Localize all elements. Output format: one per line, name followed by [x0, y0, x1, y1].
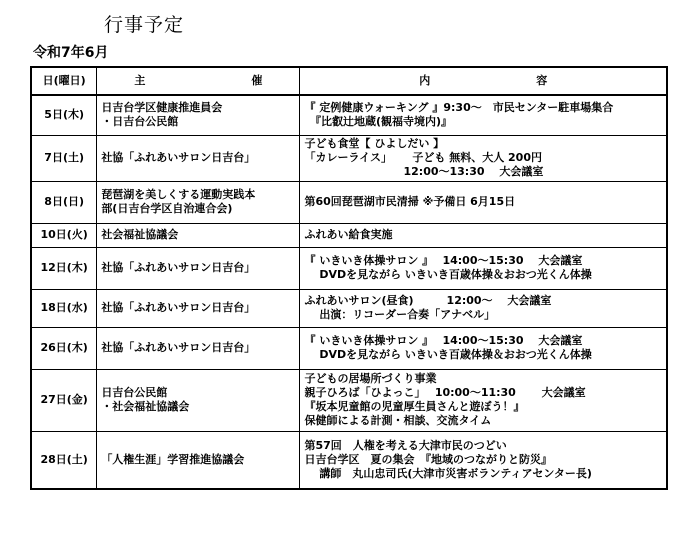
organizer-line: 社協「ふれあいサロン日吉台」 — [101, 151, 256, 164]
month-heading: 令和7年6月 — [33, 45, 109, 61]
organizer-cell — [97, 181, 300, 223]
date-cell: 10日(火) — [31, 223, 97, 247]
content-cell — [300, 289, 667, 327]
date-cell: 28日(土) — [31, 431, 97, 489]
content-cell — [300, 95, 667, 135]
date-cell: 12日(木) — [31, 247, 97, 289]
content-line: 『 いきいき体操サロン 』 14:00～15:30 大会議室 — [304, 334, 583, 347]
content-line: 『 定例健康ウォーキング 』9:30～ 市民センター駐車場集合 — [304, 101, 614, 115]
organizer-cell — [97, 95, 300, 135]
column-header-organizer: 主 催 — [97, 67, 300, 95]
organizer-cell — [97, 135, 300, 181]
schedule-rows — [31, 95, 667, 489]
content-line: 保健師による計測・相談、交流タイム — [304, 414, 492, 427]
content-line: 日吉台学区 夏の集会 『地域のつながりと防災』 — [304, 452, 552, 466]
content-line: 『 いきいき体操サロン 』 14:00～15:30 大会議室 — [304, 254, 583, 267]
organizer-cell — [97, 247, 300, 289]
table-row — [31, 223, 667, 247]
organizer-line: 琵琶湖を美しくする運動実践本 — [101, 188, 256, 201]
content-line: 親子ひろば「ひよっこ」 10:00～11:30 大会議室 — [304, 386, 586, 399]
table-row — [31, 289, 667, 327]
content-cell — [300, 135, 667, 181]
organizer-line: 社協「ふれあいサロン日吉台」 — [101, 341, 256, 354]
schedule-table — [30, 66, 668, 490]
table-row — [31, 369, 667, 431]
organizer-line: 社協「ふれあいサロン日吉台」 — [101, 261, 256, 274]
organizer-line: 日吉台公民館 — [101, 386, 168, 399]
content-cell — [300, 223, 667, 247]
content-line: DVDを見ながら いきいき百歳体操＆おおつ光くん体操 — [304, 268, 592, 281]
content-line: 第60回琵琶湖市民清掃 ※予備日 6月15日 — [304, 195, 516, 208]
column-header-date: 日(曜日) — [31, 67, 97, 95]
organizer-line: 「人権生涯」学習推進協議会 — [101, 452, 245, 466]
date-cell: 26日(木) — [31, 327, 97, 369]
content-line: 講師 丸山忠司氏(大津市災害ボランティアセンター長) — [304, 466, 592, 480]
organizer-line: 社会福祉協議会 — [101, 228, 179, 241]
organizer-cell — [97, 431, 300, 489]
content-cell — [300, 431, 667, 489]
content-line: 子どもの居場所づくり事業 — [304, 372, 437, 385]
content-line: 第57回 人権を考える大津市民のつどい — [304, 438, 507, 452]
table-row — [31, 181, 667, 223]
content-line: 『坂本児童館の児童厚生員さんと遊ぼう！』 — [304, 400, 525, 413]
organizer-line: 日吉台学区健康推進員会 — [101, 101, 223, 115]
page-title: 行事予定 — [104, 14, 185, 36]
content-cell — [300, 327, 667, 369]
table-row — [31, 95, 667, 135]
content-cell — [300, 247, 667, 289]
date-cell: 5日(木) — [31, 95, 97, 135]
content-line: 「カレーライス」 子ども 無料、大人 200円 — [304, 151, 542, 164]
column-header-content: 内 容 — [300, 67, 667, 95]
date-cell: 18日(水) — [31, 289, 97, 327]
organizer-cell — [97, 369, 300, 431]
organizer-cell — [97, 289, 300, 327]
content-line: DVDを見ながら いきいき百歳体操＆おおつ光くん体操 — [304, 348, 592, 361]
date-cell: 7日(土) — [31, 135, 97, 181]
content-line: 12:00～13:30 大会議室 — [304, 165, 544, 178]
table-header-row — [31, 67, 667, 95]
table-row — [31, 135, 667, 181]
organizer-line: ・社会福祉協議会 — [101, 400, 190, 413]
organizer-cell — [97, 223, 300, 247]
table-row — [31, 247, 667, 289]
date-cell: 8日(日) — [31, 181, 97, 223]
content-cell — [300, 369, 667, 431]
content-line: 子ども食堂【 ひよしだい 】 — [304, 137, 445, 150]
date-cell: 27日(金) — [31, 369, 97, 431]
organizer-cell — [97, 327, 300, 369]
organizer-line: 社協「ふれあいサロン日吉台」 — [101, 301, 256, 314]
content-line: ふれあいサロン(昼食) 12:00～ 大会議室 — [304, 294, 552, 307]
table-row — [31, 327, 667, 369]
organizer-line: 部(日吉台学区自治連合会) — [101, 202, 233, 215]
table-row — [31, 431, 667, 489]
content-line: 出演：リコーダー合奏「アナベル」 — [304, 308, 496, 321]
content-line: 『比叡辻地蔵(観福寺境内)』 — [304, 115, 453, 129]
content-cell — [300, 181, 667, 223]
content-line: ふれあい給食実施 — [304, 228, 393, 241]
organizer-line: ・日吉台公民館 — [101, 115, 179, 129]
